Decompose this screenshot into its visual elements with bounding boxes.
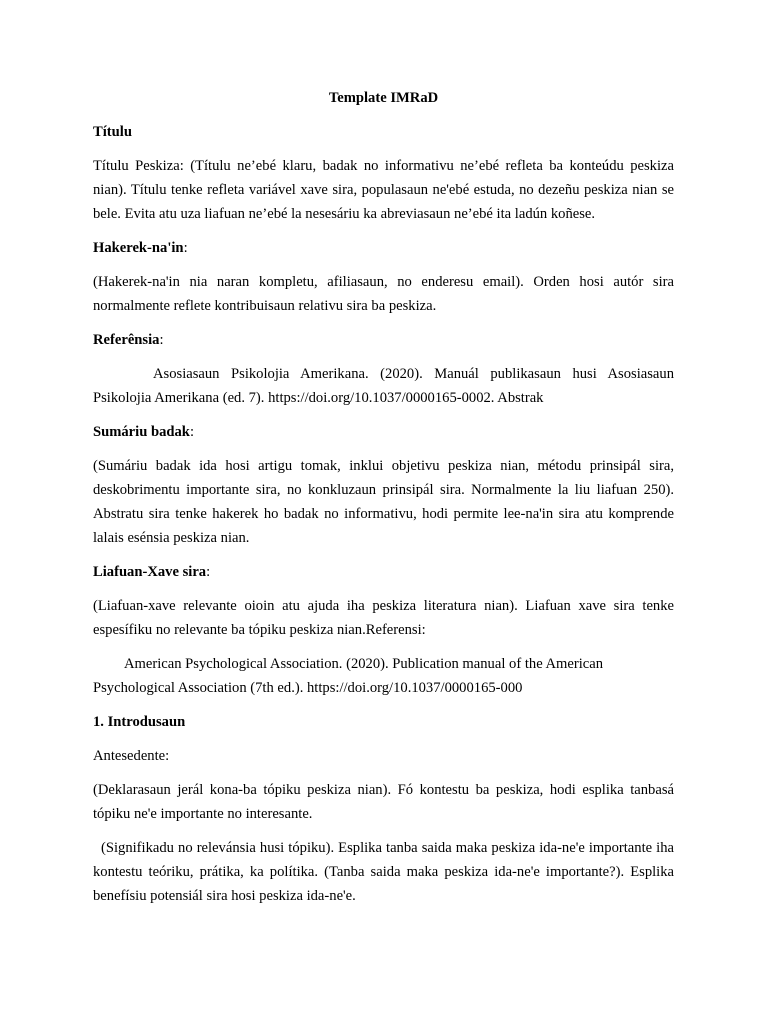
paragraph-introdusaun-1: (Deklarasaun jerál kona-ba tópiku peskiza nian). Fó kontestu ba peskiza, hodi esplika tanbasá tópiku ne'e importante no interesante. bbox=[93, 782, 674, 822]
heading-liafuan-colon: : bbox=[206, 564, 211, 580]
paragraph-reference-apa: American Psychological Association. (2020). Publication manual of the American Psychological Association (7th ed.). https://doi.org/10.1037/0000165-000 bbox=[93, 656, 604, 696]
heading-hakerek bbox=[93, 236, 674, 260]
subheading-antesedente: Antesedente: bbox=[93, 748, 170, 764]
heading-sumariu-text: Sumáriu badak bbox=[93, 424, 190, 440]
heading-hakerek-colon: : bbox=[183, 240, 188, 256]
heading-introdusaun-text: 1. Introdusaun bbox=[93, 714, 186, 730]
heading-sumariu-colon: : bbox=[189, 424, 194, 440]
paragraph-liafuan: (Liafuan-xave relevante oioin atu ajuda iha peskiza literatura nian). Liafuan xave sira tenke espesífiku no relevante ba tópiku peskiza nian.Referensi: bbox=[93, 598, 674, 638]
heading-hakerek-text: Hakerek-na'in bbox=[93, 240, 184, 256]
heading-liafuan-text: Liafuan-Xave sira bbox=[93, 564, 207, 580]
heading-introdusaun bbox=[93, 710, 674, 734]
heading-sumariu bbox=[93, 420, 674, 444]
paragraph-introdusaun-2: (Signifikadu no relevánsia husi tópiku). Esplika tanba saida maka peskiza ida-ne'e importante iha kontestu teóriku, prátika, ka polítika. (Tanba saida maka peskiza ida-ne'e importante?). Esplika benefísiu potensiál sira hosi peskiza ida-ne'e. bbox=[93, 840, 674, 904]
heading-titulu bbox=[93, 120, 674, 144]
heading-referensia-text: Referênsia bbox=[93, 332, 160, 348]
paragraph-referensia: Asosiasaun Psikolojia Amerikana. (2020). Manuál publikasaun husi Asosiasaun Psikolojia Amerikana (ed. 7). https://doi.org/10.1037/0000165-0002. Abstrak bbox=[93, 366, 674, 406]
heading-titulu-text: Títulu bbox=[93, 124, 132, 140]
paragraph-titulu: Títulu Peskiza: (Títulu ne’ebé klaru, badak no informativu ne’ebé refleta ba konteúdu peskiza nian). Títulu tenke refleta variável xave sira, populasaun ne'ebé estuda, no dezeñu peskiza nian se bele. Evita atu uza liafuan ne’ebé la nesesáriu ka abreviasaun ne’ebé ita ladún koñese. bbox=[93, 158, 674, 222]
paragraph-sumariu: (Sumáriu badak ida hosi artigu tomak, inklui objetivu peskiza nian, métodu prinsipál sira, deskobrimentu importante sira, no konkluzaun prinsipál sira. Normalmente la liu liafuan 250). Abstratu sira tenke hakerek ho badak no informativu, hodi permite lee-na'in sira atu komprende lalais esénsia peskiza nian. bbox=[93, 458, 674, 546]
document-title: Template IMRaD bbox=[328, 90, 439, 106]
heading-referensia bbox=[93, 328, 674, 352]
document-page bbox=[93, 86, 674, 918]
paragraph-hakerek: (Hakerek-na'in nia naran kompletu, afiliasaun, no enderesu email). Orden hosi autór sira normalmente reflete kontribuisaun relativu sira ba peskiza. bbox=[93, 274, 674, 314]
heading-liafuan bbox=[93, 560, 674, 584]
heading-referensia-colon: : bbox=[159, 332, 164, 348]
